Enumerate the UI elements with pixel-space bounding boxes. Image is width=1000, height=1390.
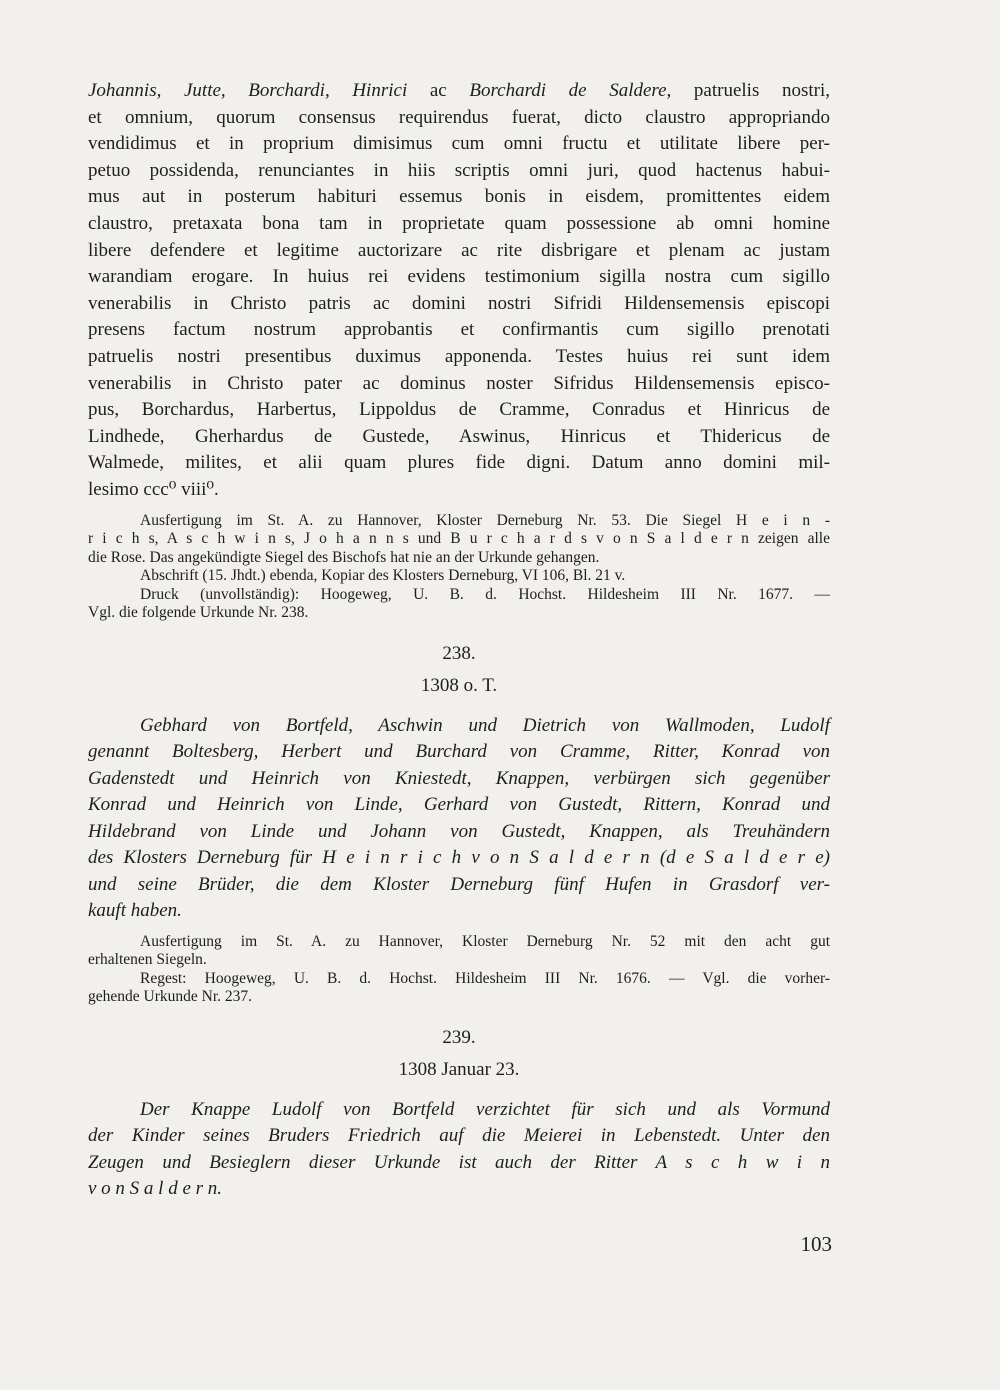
document-238-notes [88,933,830,1007]
text-line: Lindhede, Gherhardus de Gustede, Aswinus, Hinricus et Thidericus de [88,425,830,447]
page-number: 103 [800,1232,832,1256]
note-line: Abschrift (15. Jhdt.) ebenda, Kopiar des Klosters Derneburg, VI 106, Bl. 21 v. [140,567,626,584]
text-line: libere defendere et legitime auctorizare ac rite disbrigare et plenam ac justam [88,239,830,261]
text-line: presens factum nostrum approbantis et confirmantis cum sigillo prenotati [88,319,830,341]
italic-names: Johannis, Jutte, Borchardi, Hinrici [88,80,408,101]
note-line: Ausfertigung im St. A. zu Hannover, Kloster Derneburg Nr. 52 mit den acht gut [140,932,830,950]
note-line: gehende Urkunde Nr. 237. [88,988,252,1005]
text-line: mus aut in posterum habituri essemus bonis in eisdem, promittentes eidem [88,186,830,208]
text-line: claustro, pretaxata bona tam in proprietate quam possessione ab omni homine [88,212,830,234]
regest-line: v o n S a l d e r n. [88,1178,223,1199]
text-line: lesimo ccc⁰ viii⁰. [88,478,219,500]
text-line: warandiam erogare. In huius rei evidens testimonium sigilla nostra cum sigillo [88,266,830,288]
note-line: Regest: Hoogeweg, U. B. d. Hochst. Hildesheim III Nr. 1676. — Vgl. die vorher- [140,969,830,987]
regest-line: des Klosters Derneburg für H e i n r i c h v o n S a l d e r n (d e S a l d e r e) [88,847,830,868]
text-line: Johannis, Jutte, Borchardi, Hinrici ac Borchardi de Saldere, patruelis nostri, [88,80,830,101]
note-line: die Rose. Das angekündigte Siegel des Bischofs hat nie an der Urkunde gehangen. [88,548,600,566]
text-line: Walmede, milites, et alii quam plures fide digni. Datum anno domini mil- [88,452,830,474]
note-line: Ausfertigung im St. A. zu Hannover, Kloster Derneburg Nr. 53. Die Siegel H e i n - [140,511,830,529]
regest-line: Hildebrand von Linde und Johann von Gustedt, Knappen, als Treuhändern [88,820,830,842]
regest-line: Gebhard von Bortfeld, Aschwin und Dietrich von Wallmoden, Ludolf [140,714,830,736]
document-237-text [88,78,830,504]
note-line: erhaltenen Siegeln. [88,951,207,968]
document-239-number: 239. [442,1026,476,1048]
document-238-number: 238. [442,642,476,664]
italic-names: Borchardi de Saldere, [469,80,672,101]
document-237-notes [88,512,830,623]
page-body [88,78,830,1203]
note-line: Druck (unvollständig): Hoogeweg, U. B. d. Hochst. Hildesheim III Nr. 1677. — [140,585,830,603]
text-line: et omnium, quorum consensus requirendus fuerat, dicto claustro appropriando [88,106,830,128]
regest-line: kauft haben. [88,900,182,921]
text-line: petuo possidenda, renunciantes in hiis scriptis omni juri, quod hactenus habui- [88,159,830,181]
document-239-date: 1308 Januar 23. [398,1058,520,1080]
regest-line: Gadenstedt und Heinrich von Kniestedt, Knappen, verbürgen sich gegenüber [88,767,830,789]
text-line: venerabilis in Christo patris ac domini nostri Sifridi Hildensemensis episcopi [88,292,830,314]
document-238-date: 1308 o. T. [420,674,498,696]
regest-line: und seine Brüder, die dem Kloster Derneburg fünf Hufen in Grasdorf ver- [88,873,830,895]
text-line: patruelis nostri presentibus duximus apponenda. Testes huius rei sunt idem [88,345,830,367]
note-line: Vgl. die folgende Urkunde Nr. 238. [88,604,309,621]
regest-line: Der Knappe Ludolf von Bortfeld verzichtet für sich und als Vormund [140,1098,830,1120]
regest-line: Konrad und Heinrich von Linde, Gerhard von Gustedt, Rittern, Konrad und [88,794,830,815]
regest-line: Zeugen und Besieglern dieser Urkunde ist auch der Ritter A s c h w i n [88,1151,830,1173]
text-line: venerabilis in Christo pater ac dominus noster Sifridus Hildensemensis episco- [88,372,830,394]
note-line: r i c h s, A s c h w i n s, J o h a n n s und B u r c h a r d s v o n S a l d e r n zeigen alle [88,530,830,547]
document-238-regest [88,713,830,925]
text-line: vendidimus et in proprium dimisimus cum omni fructu et utilitate libere per- [88,133,830,155]
regest-line: der Kinder seines Bruders Friedrich auf die Meierei in Lebenstedt. Unter den [88,1125,830,1146]
regest-line: genannt Boltesberg, Herbert und Burchard von Cramme, Ritter, Konrad von [88,741,830,762]
text-line: pus, Borchardus, Harbertus, Lippoldus de Cramme, Conradus et Hinricus de [88,399,830,421]
document-239-regest [88,1097,830,1203]
